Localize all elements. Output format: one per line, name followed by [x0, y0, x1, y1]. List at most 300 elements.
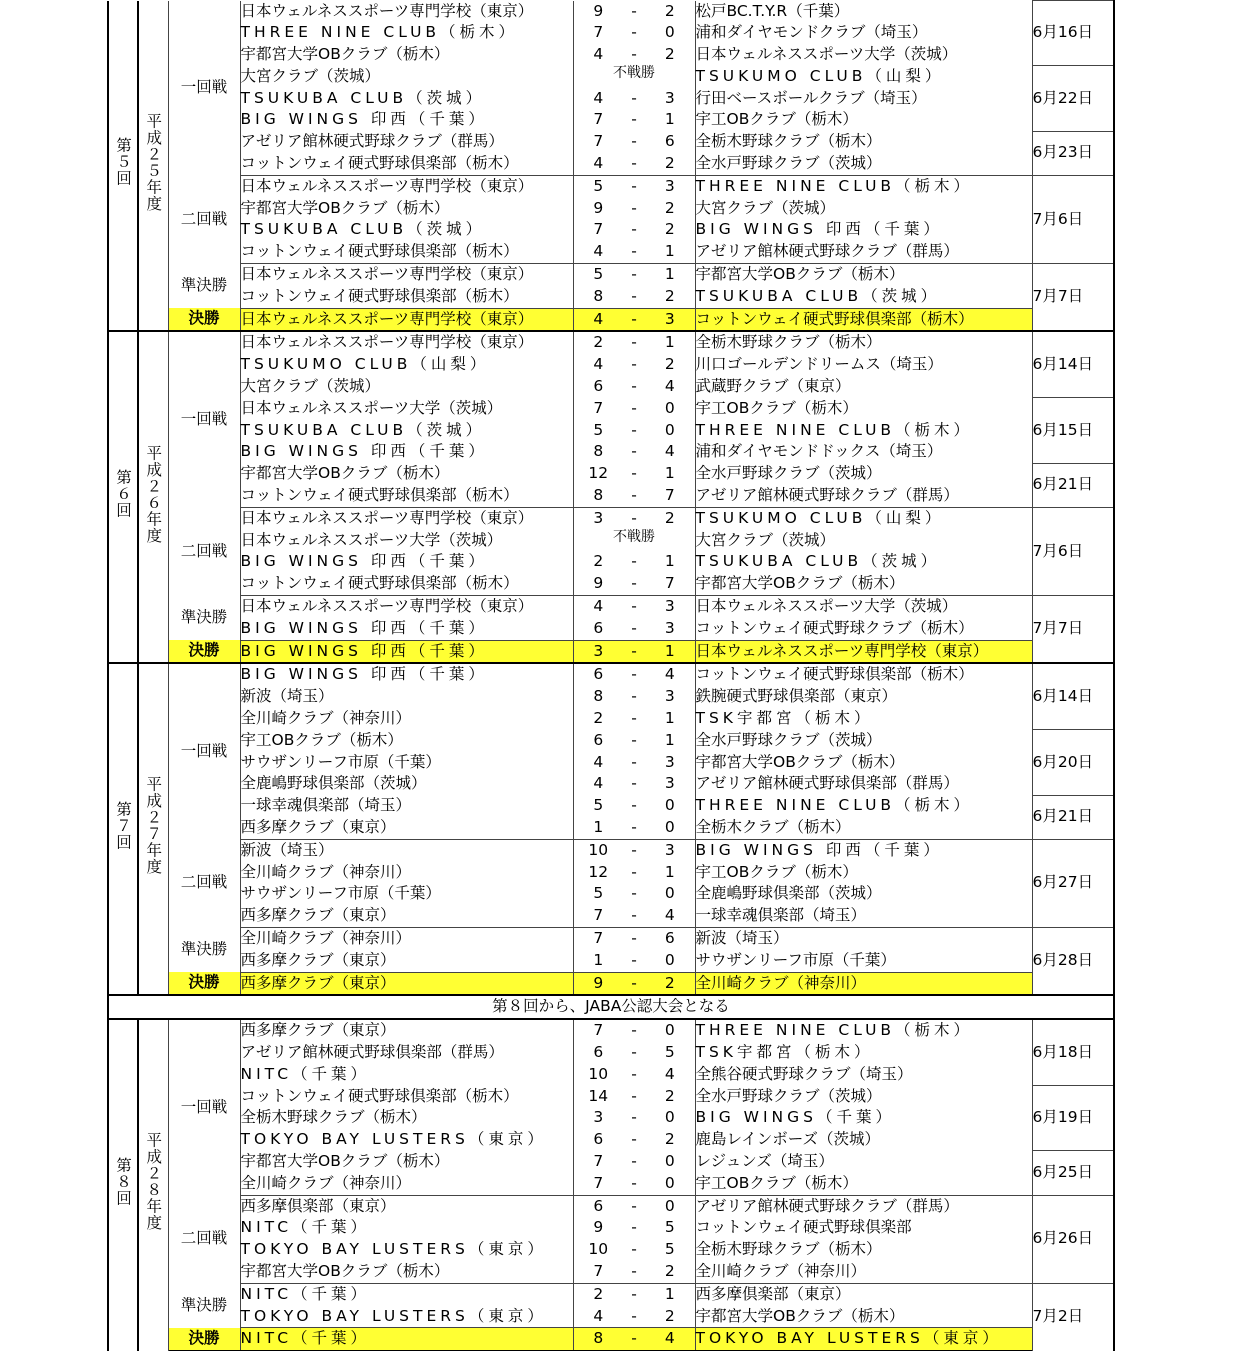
- round-label: 一回戦: [168, 663, 240, 839]
- edition-label: 第８回: [114, 1157, 132, 1207]
- score-b: 3: [645, 175, 695, 197]
- score-dash: -: [623, 1195, 645, 1217]
- score-dash: -: [623, 331, 645, 354]
- score-a: 7: [573, 398, 623, 420]
- team-a: 日本ウェルネススポーツ専門学校（東京）: [240, 264, 573, 286]
- score-dash: -: [623, 507, 645, 529]
- score-dash: -: [631, 709, 637, 727]
- edition-cell: [108, 1, 138, 332]
- forfeit-note: 不戦勝: [573, 530, 695, 552]
- score-dash: -: [623, 1283, 645, 1305]
- team-a: 一球幸魂倶楽部（埼玉）: [240, 796, 412, 815]
- team-a: 西多摩クラブ（東京）: [240, 906, 396, 925]
- match-row: [108, 573, 1114, 595]
- match-row: [108, 972, 1114, 995]
- score-b: 0: [664, 1108, 675, 1127]
- score-dash: -: [631, 906, 637, 925]
- team-b: BIG WINGS 印西（千葉）: [695, 839, 1032, 861]
- team-b: TSK宇都宮（栃木）: [695, 1042, 1032, 1064]
- score-dash: -: [623, 927, 645, 949]
- score-b: 3: [664, 687, 675, 706]
- score-dash: -: [631, 796, 637, 815]
- team-b: 全栃木クラブ（栃木）: [695, 817, 1032, 839]
- match-row: [108, 131, 1114, 153]
- score-dash: -: [631, 442, 637, 461]
- match-row: [108, 286, 1114, 308]
- team-a: BIG WINGS 印西（千葉）: [240, 640, 573, 663]
- score-dash: -: [623, 308, 645, 331]
- score-a: 6: [573, 1195, 623, 1217]
- score-a: 8: [573, 1328, 623, 1351]
- score-a: 2: [573, 331, 623, 354]
- match-row: [108, 1086, 1114, 1108]
- score-a: 4: [573, 88, 623, 110]
- score-a: 6: [573, 1042, 623, 1064]
- match-date: 6月19日: [1032, 1086, 1114, 1151]
- match-row: [108, 153, 1114, 175]
- score-dash: -: [631, 377, 637, 396]
- score-b: 1: [664, 552, 675, 571]
- team-a: 宇都宮大学OBクラブ（栃木）: [240, 1151, 450, 1170]
- match-row: [108, 752, 1114, 774]
- score-a: 8: [573, 441, 623, 463]
- team-a: 日本ウェルネススポーツ専門学校（東京）: [240, 331, 573, 354]
- team-a: 全川崎クラブ（神奈川）: [240, 862, 412, 881]
- team-a: 日本ウェルネススポーツ専門学校（東京）: [240, 1, 534, 20]
- team-a: アゼリア館林硬式野球クラブ（群馬）: [240, 132, 504, 151]
- score-dash: -: [631, 1240, 637, 1259]
- score-b: 2: [664, 1086, 675, 1105]
- score-a: 14: [573, 1086, 623, 1108]
- team-b: TSUKUBA CLUB（茨城）: [695, 551, 1032, 573]
- score-a: 12: [573, 463, 623, 485]
- match-row: [108, 551, 1114, 573]
- team-b: 宇工OBクラブ（栃木）: [695, 1173, 1032, 1195]
- score-a: 1: [573, 817, 623, 839]
- team-a: 西多摩クラブ（東京）: [240, 1019, 573, 1042]
- team-a: コットンウェイ硬式野球倶楽部（栃木）: [240, 486, 519, 505]
- match-date: 6月22日: [1032, 66, 1114, 131]
- score-a: 2: [573, 1283, 623, 1305]
- score-a: 8: [573, 686, 623, 708]
- team-b: TSUKUMO CLUB（山梨）: [695, 507, 1032, 529]
- score-dash: -: [631, 45, 637, 64]
- match-row: [108, 485, 1114, 507]
- score-b: 3: [664, 774, 675, 793]
- score-b: 1: [664, 862, 675, 881]
- match-row: [108, 927, 1114, 949]
- score-b: 4: [645, 663, 695, 686]
- score-a: 8: [573, 286, 623, 308]
- match-row: [108, 839, 1114, 861]
- match-row: [108, 175, 1114, 197]
- team-b: アゼリア館林硬式野球倶楽部（群馬）: [695, 773, 1032, 795]
- match-date: 6月14日: [1032, 663, 1114, 729]
- year-label: 平成２８年度: [144, 1132, 163, 1232]
- team-a: コットンウェイ硬式野球倶楽部（栃木）: [240, 1086, 519, 1105]
- team-a: 西多摩クラブ（東京）: [240, 817, 396, 836]
- score-b: 3: [664, 618, 675, 637]
- score-dash: -: [631, 752, 637, 771]
- team-a: 全川崎クラブ（神奈川）: [240, 709, 412, 727]
- score-dash: -: [631, 574, 637, 593]
- match-row: [108, 398, 1114, 420]
- score-b: 1: [645, 331, 695, 354]
- edition-label: 第７回: [114, 801, 132, 851]
- score-b: 0: [664, 23, 675, 42]
- score-dash: -: [631, 355, 637, 374]
- score-b: 0: [664, 884, 675, 903]
- team-b: TSK宇都宮（栃木）: [695, 708, 1032, 730]
- match-row: [108, 331, 1114, 354]
- team-b: BIG WINGS（千葉）: [695, 1107, 1032, 1129]
- team-b: THREE NINE CLUB（栃木）: [695, 175, 1032, 197]
- team-b: 大宮クラブ（茨城）: [695, 198, 1032, 220]
- results-table: [107, 0, 1115, 1351]
- score-a: 10: [573, 839, 623, 861]
- team-a: 西多摩倶楽部（東京）: [240, 1195, 573, 1217]
- team-b: 全鹿嶋野球倶楽部（茨城）: [695, 883, 1032, 905]
- score-b: 1: [664, 709, 675, 727]
- team-a: BIG WINGS 印西（千葉）: [240, 442, 488, 461]
- score-a: 7: [573, 22, 623, 44]
- score-dash: -: [623, 640, 645, 663]
- round-label: 一回戦: [168, 1, 240, 176]
- team-a: 大宮クラブ（茨城）: [240, 66, 381, 85]
- team-a: サウザンリーフ市原（千葉）: [240, 884, 441, 903]
- score-a: 9: [573, 1217, 623, 1239]
- score-dash: -: [631, 884, 637, 903]
- team-a: TSUKUBA CLUB（茨城）: [240, 420, 486, 439]
- score-b: 1: [664, 464, 675, 483]
- score-a: 3: [573, 640, 623, 663]
- match-row: [108, 1217, 1114, 1239]
- team-a: 全川崎クラブ（神奈川）: [240, 1173, 412, 1192]
- score-b: 2: [664, 1306, 675, 1325]
- team-b: 全水戸野球クラブ（茨城）: [695, 463, 1032, 485]
- year-label: 平成２６年度: [144, 444, 163, 544]
- round-label: 準決勝: [168, 596, 240, 641]
- score-dash: -: [631, 950, 637, 969]
- score-b: 4: [664, 377, 675, 396]
- score-a: 9: [573, 198, 623, 220]
- score-b: 2: [664, 286, 675, 305]
- team-a: 宇工OBクラブ（栃木）: [240, 730, 403, 749]
- match-row: [108, 596, 1114, 618]
- score-a: 1: [573, 950, 623, 972]
- round-label: 決勝: [168, 640, 240, 663]
- team-b: 日本ウェルネススポーツ大学（茨城）: [695, 44, 1032, 66]
- score-dash: -: [631, 1, 637, 20]
- score-b: 2: [664, 154, 675, 173]
- score-b: 0: [664, 420, 675, 439]
- edition-cell: [108, 663, 138, 995]
- match-date: 7月6日: [1032, 507, 1114, 595]
- match-row: [108, 420, 1114, 442]
- score-dash: -: [631, 398, 637, 417]
- score-dash: -: [631, 242, 637, 261]
- team-a: 宇都宮大学OBクラブ（栃木）: [240, 198, 450, 217]
- match-row: [108, 198, 1114, 220]
- score-a: 8: [573, 485, 623, 507]
- team-a: 日本ウェルネススポーツ専門学校（東京）: [240, 507, 573, 529]
- match-row: [108, 795, 1114, 817]
- round-label: 決勝: [168, 1328, 240, 1351]
- score-dash: -: [631, 1261, 637, 1280]
- score-a: 7: [573, 1261, 623, 1283]
- team-b: 宇工OBクラブ（栃木）: [695, 398, 1032, 420]
- round-label: 二回戦: [168, 839, 240, 927]
- match-row: [108, 1064, 1114, 1086]
- team-a: 日本ウェルネススポーツ専門学校（東京）: [240, 175, 573, 197]
- match-row: [108, 463, 1114, 485]
- year-cell: [138, 331, 168, 663]
- score-b: 3: [645, 839, 695, 861]
- match-row: [108, 618, 1114, 640]
- score-dash: -: [631, 1173, 637, 1192]
- match-row: [108, 1328, 1114, 1351]
- team-a: 日本ウェルネススポーツ大学（茨城）: [240, 530, 503, 549]
- score-b: 7: [664, 486, 675, 505]
- team-b: 宇都宮大学OBクラブ（栃木）: [695, 752, 1032, 774]
- score-a: 7: [573, 1173, 623, 1195]
- score-b: 2: [664, 1261, 675, 1280]
- score-a: 4: [573, 1306, 623, 1328]
- score-a: 2: [573, 551, 623, 573]
- score-dash: -: [631, 1042, 637, 1061]
- match-row: [108, 1042, 1114, 1064]
- match-row: [108, 1129, 1114, 1151]
- team-b: コットンウェイ硬式野球クラブ（栃木）: [695, 618, 1032, 640]
- match-date: 6月21日: [1032, 463, 1114, 507]
- jaba-banner: 第８回から、JABA公認大会となる: [108, 995, 1114, 1019]
- score-a: 7: [573, 131, 623, 153]
- round-label: 決勝: [168, 972, 240, 995]
- team-b: 宇工OBクラブ（栃木）: [695, 109, 1032, 131]
- results-sheet: [107, 0, 1113, 1348]
- score-b: 2: [664, 1130, 675, 1149]
- score-b: 1: [664, 730, 675, 749]
- round-label: 一回戦: [168, 331, 240, 507]
- team-a: BIG WINGS 印西（千葉）: [240, 552, 488, 571]
- team-b: 全栃木野球クラブ（栃木）: [695, 131, 1032, 153]
- team-a: 新波（埼玉）: [240, 839, 573, 861]
- score-a: 6: [573, 663, 623, 686]
- score-b: 3: [645, 308, 695, 331]
- score-b: 4: [664, 1064, 675, 1083]
- score-dash: -: [631, 552, 637, 571]
- score-a: 7: [573, 109, 623, 131]
- match-date: 7月6日: [1032, 175, 1114, 263]
- team-a: 日本ウェルネススポーツ専門学校（東京）: [240, 596, 573, 618]
- year-cell: [138, 663, 168, 995]
- score-b: 0: [645, 1195, 695, 1217]
- score-b: 5: [664, 1240, 675, 1259]
- score-dash: -: [631, 110, 637, 129]
- year-label: 平成２７年度: [144, 776, 163, 876]
- score-dash: -: [623, 839, 645, 861]
- match-date: 6月26日: [1032, 1195, 1114, 1283]
- score-b: 0: [664, 398, 675, 417]
- score-dash: -: [631, 730, 637, 749]
- score-a: 4: [573, 44, 623, 66]
- score-b: 3: [645, 596, 695, 618]
- score-b: 2: [664, 1, 675, 20]
- team-a: コットンウェイ硬式野球倶楽部（栃木）: [240, 242, 519, 261]
- team-b: 大宮クラブ（茨城）: [695, 530, 1032, 552]
- match-date: 6月20日: [1032, 730, 1114, 795]
- team-a: 日本ウェルネススポーツ専門学校（東京）: [240, 308, 573, 331]
- team-a: TOKYO BAY LUSTERS（東京）: [240, 1306, 547, 1325]
- match-date: 7月7日: [1032, 264, 1114, 332]
- team-a: 宇都宮大学OBクラブ（栃木）: [240, 45, 450, 64]
- score-b: 0: [664, 950, 675, 969]
- team-a: TSUKUMO CLUB（山梨）: [240, 355, 490, 374]
- team-b: コットンウェイ硬式野球倶楽部: [695, 1217, 1032, 1239]
- match-row: [108, 817, 1114, 839]
- team-a: コットンウェイ硬式野球倶楽部（栃木）: [240, 154, 519, 173]
- score-b: 2: [645, 507, 695, 529]
- match-row: [108, 730, 1114, 752]
- match-row: [108, 66, 1114, 88]
- team-a: BIG WINGS 印西（千葉）: [240, 618, 488, 637]
- team-b: THREE NINE CLUB（栃木）: [695, 795, 1032, 817]
- team-b: BIG WINGS 印西（千葉）: [695, 219, 1032, 241]
- team-a: コットンウェイ硬式野球倶楽部（栃木）: [240, 574, 519, 593]
- score-a: 2: [573, 708, 623, 730]
- score-b: 1: [645, 264, 695, 286]
- match-row: [108, 686, 1114, 708]
- match-row: [108, 862, 1114, 884]
- score-a: 5: [573, 883, 623, 905]
- match-row: [108, 1019, 1114, 1042]
- match-row: [108, 22, 1114, 44]
- team-b: 日本ウェルネススポーツ大学（茨城）: [695, 596, 1032, 618]
- score-b: 4: [645, 1328, 695, 1351]
- match-row: [108, 663, 1114, 686]
- match-date: 6月14日: [1032, 331, 1114, 397]
- team-b: 一球幸魂倶楽部（埼玉）: [695, 905, 1032, 927]
- score-a: 4: [573, 596, 623, 618]
- match-row: [108, 530, 1114, 552]
- score-a: 4: [573, 308, 623, 331]
- match-row: [108, 1261, 1114, 1283]
- score-dash: -: [623, 1328, 645, 1351]
- team-b: 全水戸野球クラブ（茨城）: [695, 1086, 1032, 1108]
- team-b: 宇工OBクラブ（栃木）: [695, 862, 1032, 884]
- team-b: 全川崎クラブ（神奈川）: [695, 1261, 1032, 1283]
- round-label: 準決勝: [168, 927, 240, 972]
- score-dash: -: [623, 264, 645, 286]
- score-a: 3: [573, 1107, 623, 1129]
- score-dash: -: [631, 1151, 637, 1170]
- team-b: TSUKUBA CLUB（茨城）: [695, 286, 1032, 308]
- score-b: 2: [645, 972, 695, 995]
- score-a: 10: [573, 1239, 623, 1261]
- team-b: コットンウェイ硬式野球倶楽部（栃木）: [695, 308, 1032, 331]
- match-row: [108, 950, 1114, 972]
- team-b: 宇都宮大学OBクラブ（栃木）: [695, 573, 1032, 595]
- score-dash: -: [631, 1218, 637, 1237]
- match-row: [108, 354, 1114, 376]
- match-row: [108, 109, 1114, 131]
- match-date: 7月2日: [1032, 1283, 1114, 1350]
- score-b: 1: [645, 640, 695, 663]
- team-a: 全栃木野球クラブ（栃木）: [240, 1108, 427, 1127]
- score-dash: -: [631, 774, 637, 793]
- score-dash: -: [631, 1108, 637, 1127]
- team-a: BIG WINGS 印西（千葉）: [240, 110, 488, 129]
- score-dash: -: [631, 817, 637, 836]
- score-a: 7: [573, 927, 623, 949]
- match-row: [108, 1, 1114, 23]
- match-row: [108, 376, 1114, 398]
- year-label: 平成２５年度: [144, 112, 163, 212]
- score-dash: -: [631, 220, 637, 239]
- score-b: 7: [664, 574, 675, 593]
- score-a: 12: [573, 862, 623, 884]
- match-row: [108, 1107, 1114, 1129]
- match-row: [108, 264, 1114, 286]
- team-a: 全鹿嶋野球倶楽部（茨城）: [240, 774, 427, 793]
- team-a: 宇都宮大学OBクラブ（栃木）: [240, 464, 450, 483]
- team-a: 西多摩クラブ（東京）: [240, 950, 396, 969]
- score-dash: -: [631, 687, 637, 706]
- team-b: 宇都宮大学OBクラブ（栃木）: [695, 264, 1032, 286]
- team-a: NITC（千葉）: [240, 1218, 371, 1237]
- team-b: 西多摩倶楽部（東京）: [695, 1283, 1032, 1305]
- score-dash: -: [631, 420, 637, 439]
- round-label: 準決勝: [168, 264, 240, 309]
- round-label: 一回戦: [168, 1019, 240, 1195]
- score-dash: -: [631, 88, 637, 107]
- match-row: [108, 640, 1114, 663]
- score-a: 5: [573, 175, 623, 197]
- round-label: 二回戦: [168, 175, 240, 263]
- score-a: 4: [573, 354, 623, 376]
- team-a: TSUKUBA CLUB（茨城）: [240, 88, 486, 107]
- match-row: [108, 1283, 1114, 1305]
- score-dash: -: [631, 1086, 637, 1105]
- team-b: 日本ウェルネススポーツ専門学校（東京）: [695, 640, 1032, 663]
- team-b: 浦和ダイヤモンドクラブ（埼玉）: [695, 22, 1032, 44]
- score-b: 1: [645, 1283, 695, 1305]
- score-dash: -: [623, 1019, 645, 1042]
- score-dash: -: [631, 464, 637, 483]
- edition-label: 第６回: [114, 469, 132, 519]
- team-a: NITC（千葉）: [240, 1328, 573, 1351]
- score-b: 0: [645, 1019, 695, 1042]
- team-b: 松戸BC.T.Y.R（千葉）: [695, 1, 1032, 23]
- team-b: 新波（埼玉）: [695, 927, 1032, 949]
- score-b: 2: [664, 45, 675, 64]
- round-label: 準決勝: [168, 1283, 240, 1328]
- score-a: 3: [573, 507, 623, 529]
- banner-row: [108, 995, 1114, 1019]
- team-b: 鉄腕硬式野球倶楽部（東京）: [695, 686, 1032, 708]
- score-b: 5: [664, 1042, 675, 1061]
- round-label: 二回戦: [168, 507, 240, 595]
- score-a: 7: [573, 1151, 623, 1173]
- score-a: 6: [573, 1129, 623, 1151]
- score-a: 5: [573, 264, 623, 286]
- score-dash: -: [631, 862, 637, 881]
- team-b: TOKYO BAY LUSTERS（東京）: [695, 1328, 1032, 1351]
- score-dash: -: [631, 154, 637, 173]
- team-a: サウザンリーフ市原（千葉）: [240, 752, 441, 771]
- team-b: 全水戸野球クラブ（茨城）: [695, 153, 1032, 175]
- score-a: 9: [573, 573, 623, 595]
